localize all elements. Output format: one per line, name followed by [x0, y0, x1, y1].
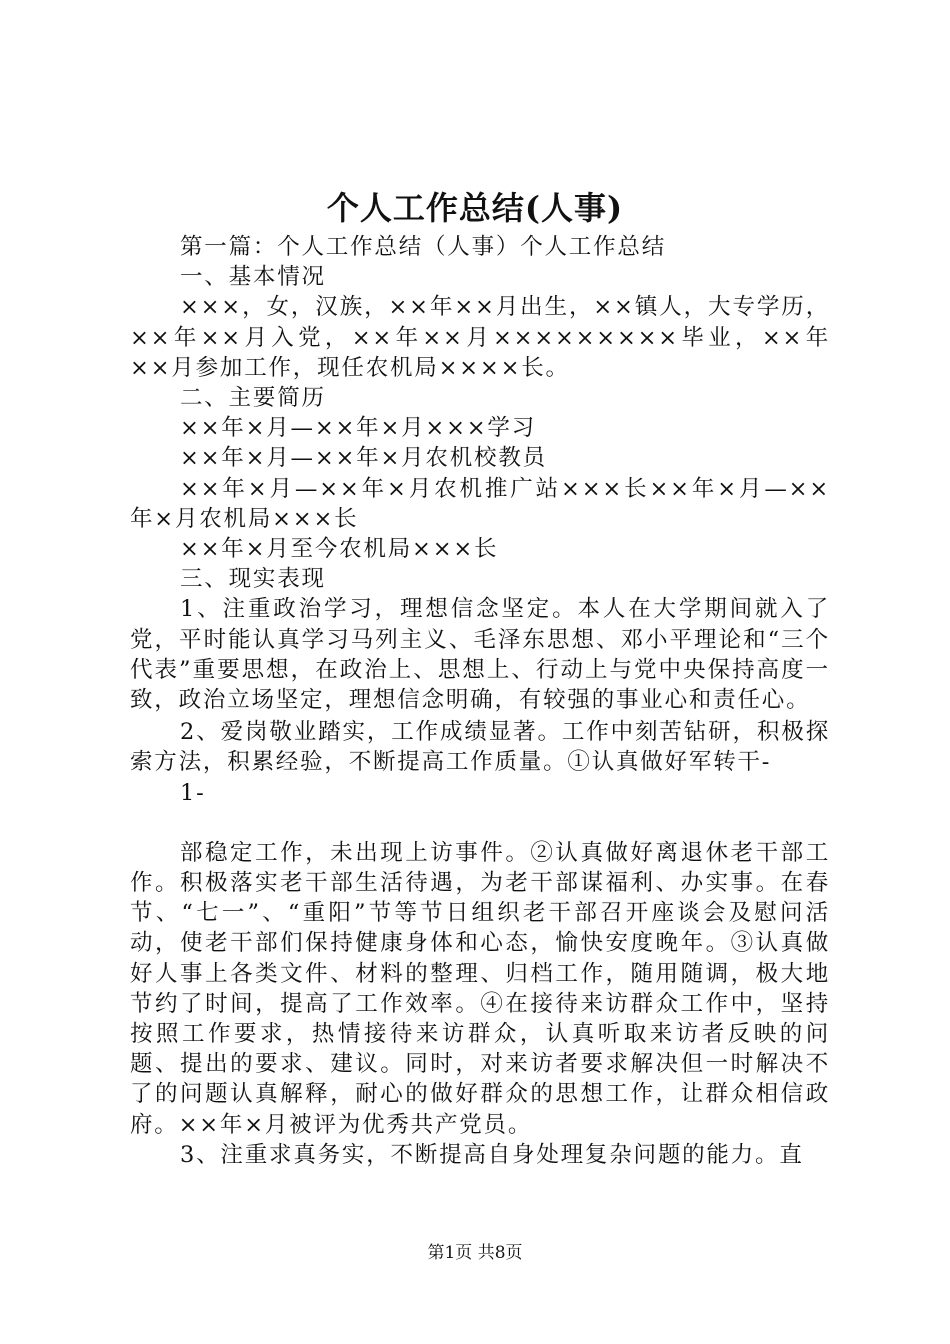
resume-line-1: ××年×月—××年×月×××学习	[180, 415, 536, 442]
section-heading-resume: 二、主要简历	[180, 385, 326, 412]
paragraph-pragmatic: 3、注重求真务实，不断提高自身处理复杂问题的能力。直	[180, 1141, 804, 1168]
paragraph-political-study: 1、注重政治学习，理想信念坚定。本人在大学期间就入了党，平时能认真学习马列主义、毛泽东思想、邓小平理论和“三个代表”重要思想，在政治上、思想上、行动上与党中央保持高度一致，政治立场坚定，理想信念明确，有较强的事业心和责任心。	[130, 596, 830, 714]
resume-line-2: ××年×月—××年×月农机校教员	[180, 445, 547, 472]
paragraph-dedication: 2、爱岗敬业踏实，工作成绩显著。工作中刻苦钻研，积极探索方法，积累经验，不断提高工作质量。①认真做好军转干-	[130, 719, 830, 776]
resume-line-3: ××年×月—××年×月农机推广站×××长××年×月—××年×月农机局×××长	[130, 475, 830, 532]
paragraph-dedication-continued: 部稳定工作，未出现上访事件。②认真做好离退休老干部工作。积极落实老干部生活待遇，为老干部谋福利、办实事。在春节、“七一”、“重阳”节等节日组织老干部召开座谈会及慰问活动，使老干部们保持健康身体和心态，愉快安度晚年。③认真做好人事上各类文件、材料的整理、归档工作，随用随调，极大地节约了时间，提高了工作效率。④在接待来访群众工作中，坚持按照工作要求，热情接待来访群众，认真听取来访者反映的问题、提出的要求、建议。同时，对来访者要求解决但一时解决不了的问题认真解释，耐心的做好群众的思想工作，让群众相信政府。××年×月被评为优秀共产党员。	[130, 839, 830, 1138]
section-heading-basic-info: 一、基本情况	[180, 264, 326, 291]
page-footer: 第1页 共8页	[427, 1243, 523, 1263]
section-heading-performance: 三、现实表现	[180, 566, 326, 593]
section-heading-first-chapter: 第一篇：个人工作总结（人事）个人工作总结	[180, 234, 667, 260]
document-title: 个人工作总结(人事)	[326, 189, 624, 227]
page-break-marker: 1-	[180, 779, 206, 806]
paragraph-basic-info: ×××，女，汉族，××年××月出生，××镇人，大专学历，××年××月入党，××年××月×××××××××毕业，××年××月参加工作，现任农机局××××长。	[130, 294, 830, 381]
resume-line-4: ××年×月至今农机局×××长	[180, 536, 499, 563]
document-body	[130, 232, 830, 1170]
